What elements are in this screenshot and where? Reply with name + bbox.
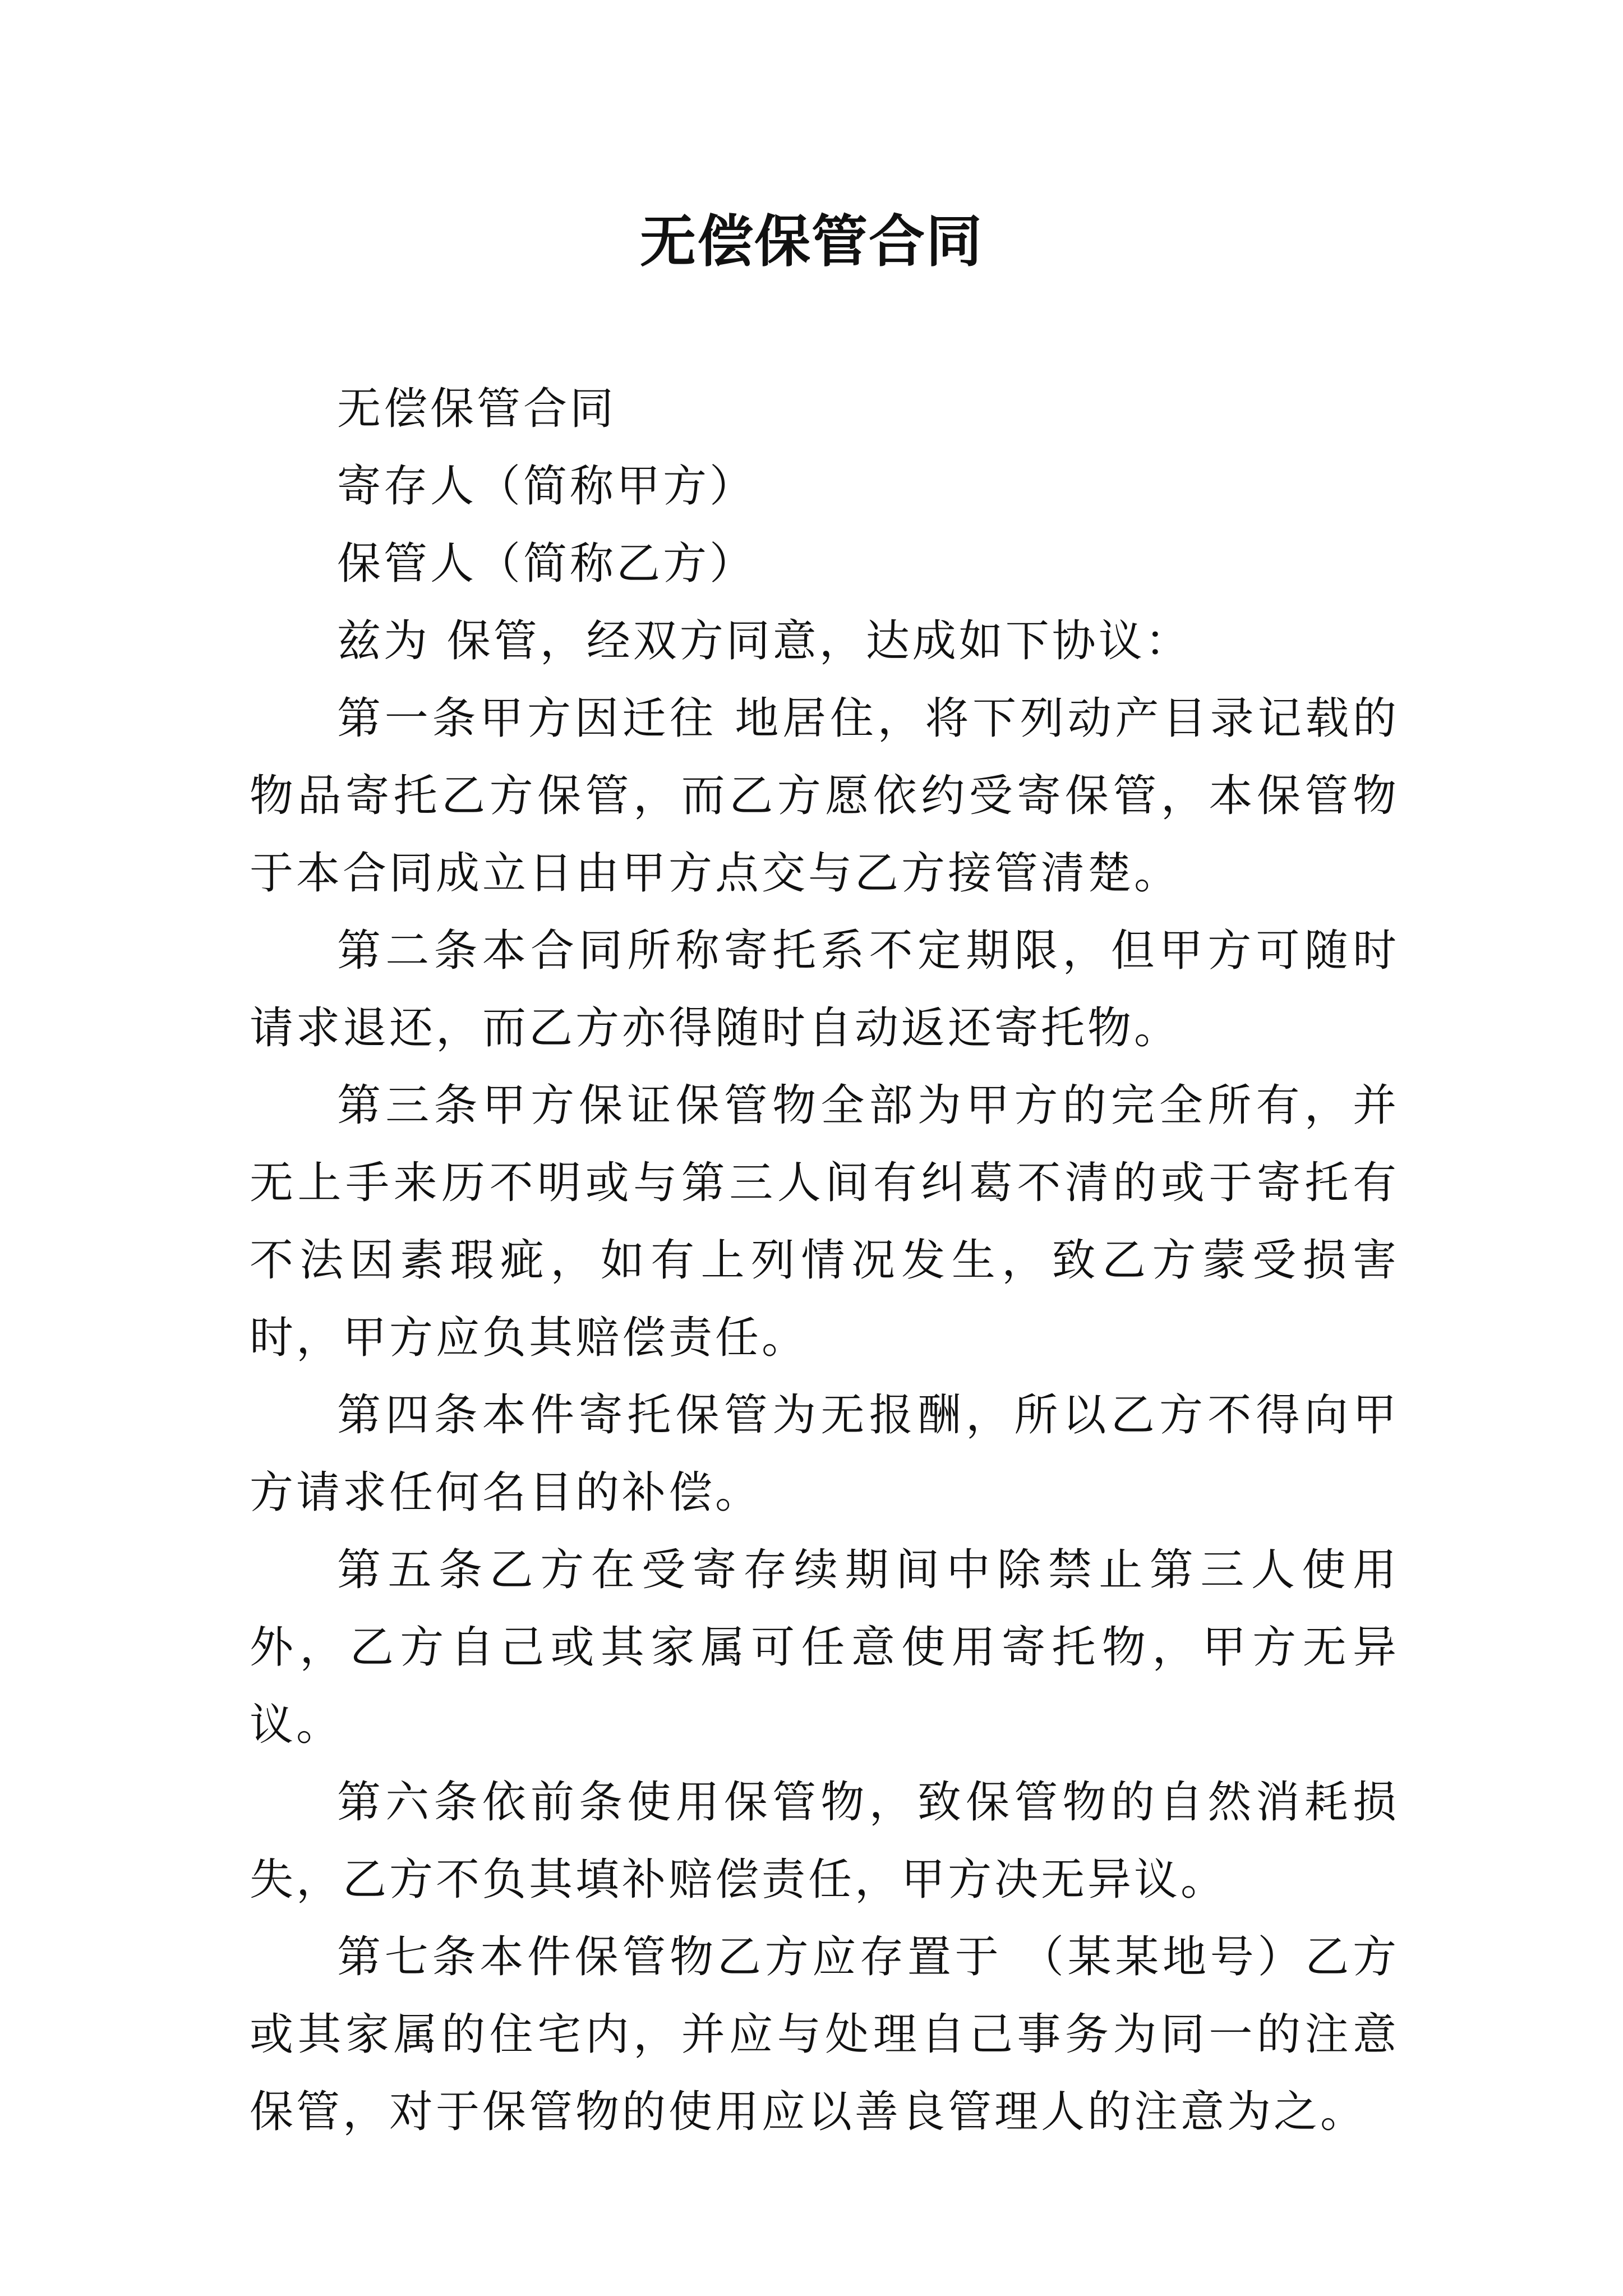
paragraph-preamble: 兹为 保管，经双方同意，达成如下协议： [337,616,1192,666]
paragraph-heading: 无偿保管合同 [337,384,617,434]
paragraph-article-3: 第三条甲方保证保管物全部为甲方的完全所有，并无上手来历不明或与第三人间有纠葛不清的或于寄托有不法因素瑕疵，如有上列情况发生，致乙方蒙受损害时，甲方应负其赔偿责任。 [250,1080,1399,1363]
paragraph-custodian: 保管人（简称乙方） [337,539,757,589]
document-title: 无偿保管合同 [640,208,983,274]
paragraph-article-1: 第一条甲方因迁往 地居住，将下列动产目录记载的物品寄托乙方保管，而乙方愿依约受寄保管，本保管物于本合同成立日由甲方点交与乙方接管清楚。 [250,693,1399,899]
paragraph-article-4: 第四条本件寄托保管为无报酬，所以乙方不得向甲方请求任何名目的补偿。 [250,1390,1399,1518]
paragraph-article-7: 第七条本件保管物乙方应存置于 （某某地号）乙方或其家属的住宅内，并应与处理自己事务为同一的注意保管，对于保管物的使用应以善良管理人的注意为之。 [250,1932,1399,2137]
document-body [250,370,1399,2151]
paragraph-article-2: 第二条本合同所称寄托系不定期限，但甲方可随时请求退还，而乙方亦得随时自动返还寄托物。 [250,926,1399,1053]
paragraph-depositor: 寄存人（简称甲方） [337,461,757,512]
paragraph-article-6: 第六条依前条使用保管物，致保管物的自然消耗损失，乙方不负其填补赔偿责任，甲方决无异议。 [250,1777,1399,1905]
paragraph-article-5: 第五条乙方在受寄存续期间中除禁止第三人使用外，乙方自己或其家属可任意使用寄托物，甲方无异议。 [250,1545,1399,1750]
